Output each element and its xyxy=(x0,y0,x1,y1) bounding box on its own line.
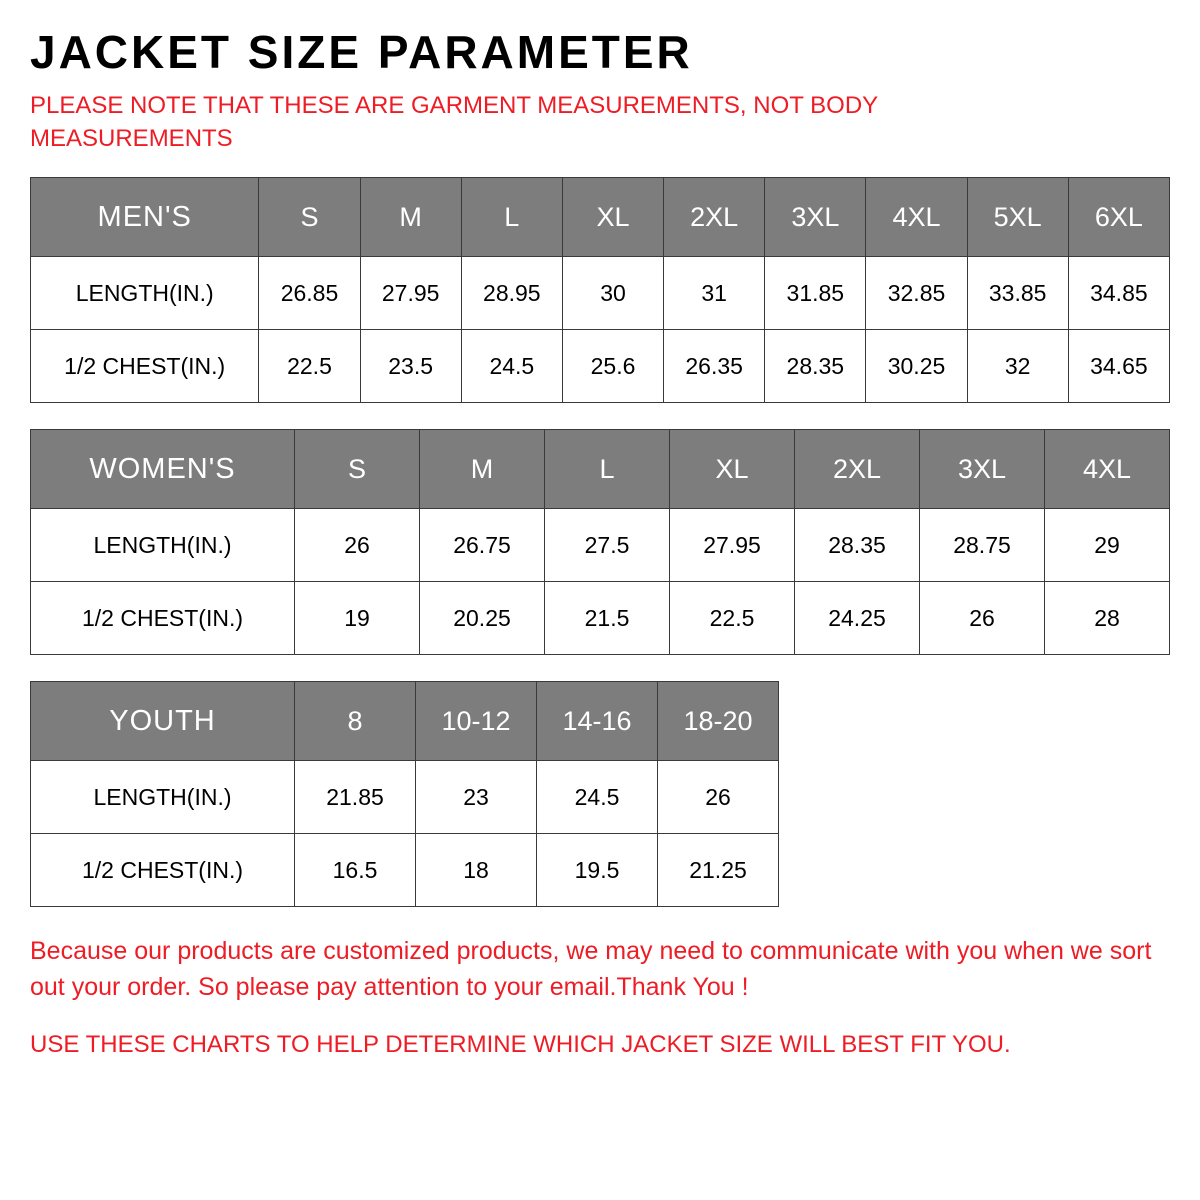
table-header-row xyxy=(31,430,1170,509)
cell-value: 26.75 xyxy=(420,509,545,582)
cell-value: 26 xyxy=(295,509,420,582)
womens-size-header: M xyxy=(420,430,545,509)
cell-value: 33.85 xyxy=(967,257,1068,330)
mens-size-header: S xyxy=(259,178,360,257)
cell-value: 20.25 xyxy=(420,582,545,655)
row-label: 1/2 CHEST(IN.) xyxy=(31,330,259,403)
cell-value: 31 xyxy=(664,257,765,330)
cell-value: 32 xyxy=(967,330,1068,403)
table-row xyxy=(31,761,779,834)
cell-value: 28.75 xyxy=(920,509,1045,582)
cell-value: 25.6 xyxy=(562,330,663,403)
cell-value: 22.5 xyxy=(259,330,360,403)
cell-value: 19.5 xyxy=(537,834,658,907)
cell-value: 30 xyxy=(562,257,663,330)
mens-size-header: 3XL xyxy=(765,178,866,257)
cell-value: 32.85 xyxy=(866,257,967,330)
measurement-note: PLEASE NOTE THAT THESE ARE GARMENT MEASUREMENTS, NOT BODY MEASUREMENTS xyxy=(30,92,878,152)
cell-value: 28.95 xyxy=(461,257,562,330)
cell-value: 21.5 xyxy=(545,582,670,655)
cell-value: 28 xyxy=(1045,582,1170,655)
cell-value: 21.85 xyxy=(295,761,416,834)
table-header-row xyxy=(31,178,1170,257)
mens-size-table xyxy=(30,177,1170,403)
cell-value: 29 xyxy=(1045,509,1170,582)
womens-size-header: 3XL xyxy=(920,430,1045,509)
row-label: 1/2 CHEST(IN.) xyxy=(31,834,295,907)
table-row xyxy=(31,509,1170,582)
cell-value: 27.5 xyxy=(545,509,670,582)
womens-header-label: WOMEN'S xyxy=(31,430,295,509)
mens-size-header: 4XL xyxy=(866,178,967,257)
cell-value: 34.85 xyxy=(1068,257,1169,330)
cell-value: 18 xyxy=(416,834,537,907)
page-title: JACKET SIZE PARAMETER xyxy=(30,26,693,78)
cell-value: 34.65 xyxy=(1068,330,1169,403)
cell-value: 21.25 xyxy=(658,834,779,907)
youth-size-header: 10-12 xyxy=(416,682,537,761)
womens-size-header: 2XL xyxy=(795,430,920,509)
table-header-row xyxy=(31,682,779,761)
womens-size-header: L xyxy=(545,430,670,509)
cell-value: 19 xyxy=(295,582,420,655)
cell-value: 26.85 xyxy=(259,257,360,330)
mens-size-header: 2XL xyxy=(664,178,765,257)
cell-value: 16.5 xyxy=(295,834,416,907)
table-row xyxy=(31,834,779,907)
mens-size-header: L xyxy=(461,178,562,257)
mens-header-label: MEN'S xyxy=(31,178,259,257)
table-row xyxy=(31,330,1170,403)
womens-size-header: S xyxy=(295,430,420,509)
cell-value: 23.5 xyxy=(360,330,461,403)
youth-header-label: YOUTH xyxy=(31,682,295,761)
cell-value: 22.5 xyxy=(670,582,795,655)
mens-size-header: 5XL xyxy=(967,178,1068,257)
cell-value: 24.25 xyxy=(795,582,920,655)
youth-size-header: 8 xyxy=(295,682,416,761)
cell-value: 30.25 xyxy=(866,330,967,403)
chart-usage-note: USE THESE CHARTS TO HELP DETERMINE WHICH JACKET SIZE WILL BEST FIT YOU. xyxy=(30,1030,1011,1058)
womens-size-header: XL xyxy=(670,430,795,509)
cell-value: 26 xyxy=(658,761,779,834)
cell-value: 24.5 xyxy=(461,330,562,403)
cell-value: 28.35 xyxy=(795,509,920,582)
row-label: LENGTH(IN.) xyxy=(31,761,295,834)
mens-size-header: M xyxy=(360,178,461,257)
youth-size-header: 18-20 xyxy=(658,682,779,761)
cell-value: 24.5 xyxy=(537,761,658,834)
table-row xyxy=(31,582,1170,655)
cell-value: 26.35 xyxy=(664,330,765,403)
cell-value: 26 xyxy=(920,582,1045,655)
table-row xyxy=(31,257,1170,330)
mens-size-header: 6XL xyxy=(1068,178,1169,257)
cell-value: 23 xyxy=(416,761,537,834)
row-label: LENGTH(IN.) xyxy=(31,509,295,582)
row-label: LENGTH(IN.) xyxy=(31,257,259,330)
customization-note: Because our products are customized products, we may need to communicate with you when we sort out your order. So please pay attention to your email.Thank You ! xyxy=(30,937,1152,1002)
youth-size-table xyxy=(30,681,779,907)
cell-value: 28.35 xyxy=(765,330,866,403)
womens-size-table xyxy=(30,429,1170,655)
womens-size-header: 4XL xyxy=(1045,430,1170,509)
cell-value: 27.95 xyxy=(360,257,461,330)
row-label: 1/2 CHEST(IN.) xyxy=(31,582,295,655)
cell-value: 27.95 xyxy=(670,509,795,582)
mens-size-header: XL xyxy=(562,178,663,257)
youth-size-header: 14-16 xyxy=(537,682,658,761)
cell-value: 31.85 xyxy=(765,257,866,330)
